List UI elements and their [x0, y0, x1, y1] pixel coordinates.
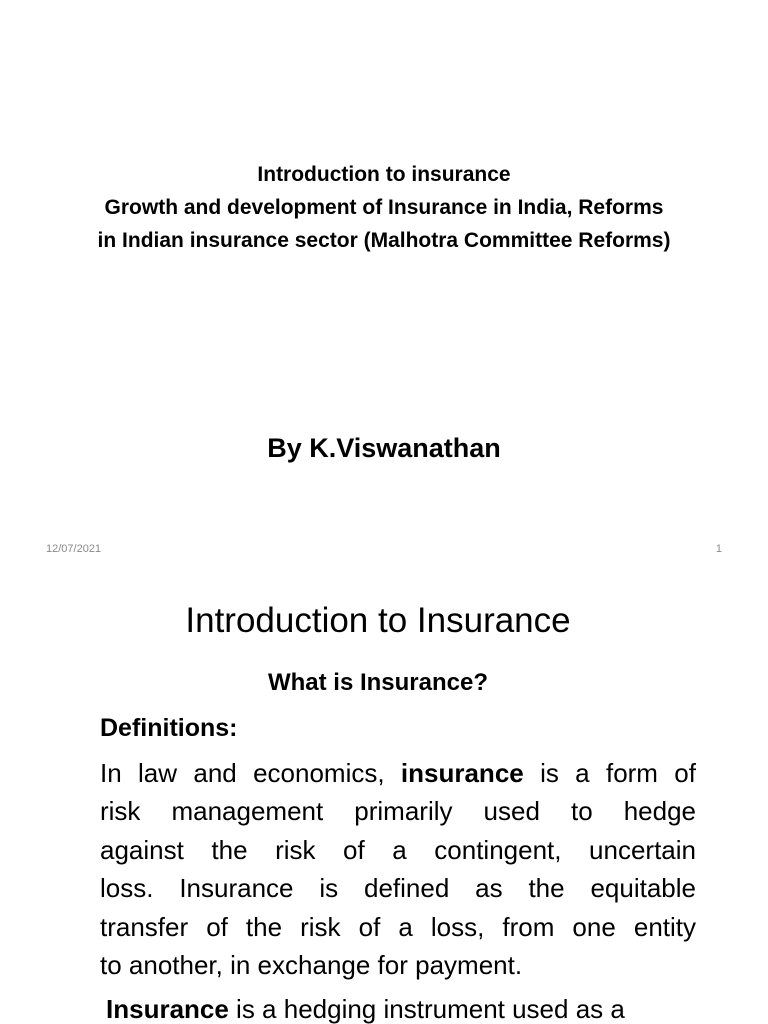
slide-title	[40, 158, 728, 257]
slide-date: 12/07/2021	[46, 543, 102, 555]
paragraph-line: to another, in exchange for payment.	[100, 950, 523, 981]
definitions-heading: Definitions:	[100, 714, 238, 742]
slide-number: 1	[715, 543, 722, 555]
definition-paragraph	[100, 754, 696, 984]
second-paragraph	[106, 990, 746, 1024]
paragraph-line: transfer of the risk of a loss, from one entity	[100, 911, 696, 942]
title-line: in Indian insurance sector (Malhotra Committee Reforms)	[97, 229, 671, 252]
text-run: is a form of	[523, 758, 696, 788]
paragraph-line	[100, 754, 696, 792]
section-title: Introduction to Insurance	[185, 601, 571, 640]
bold-term: Insurance	[106, 994, 229, 1024]
title-line: Introduction to insurance	[257, 163, 511, 186]
paragraph-line: against the risk of a contingent, uncertain	[100, 834, 696, 865]
section-subtitle: What is Insurance?	[267, 669, 489, 696]
bold-term: insurance	[400, 758, 524, 788]
paragraph-line: loss. Insurance is defined as the equitable	[100, 873, 696, 904]
author-line: By K.Viswanathan	[267, 433, 501, 463]
paragraph-line: risk management primarily used to hedge	[100, 796, 696, 827]
text-run: In law and economics,	[100, 758, 401, 788]
text-run: is a hedging instrument used as a	[228, 994, 625, 1024]
title-line: Growth and development of Insurance in India, Reforms	[104, 196, 664, 219]
